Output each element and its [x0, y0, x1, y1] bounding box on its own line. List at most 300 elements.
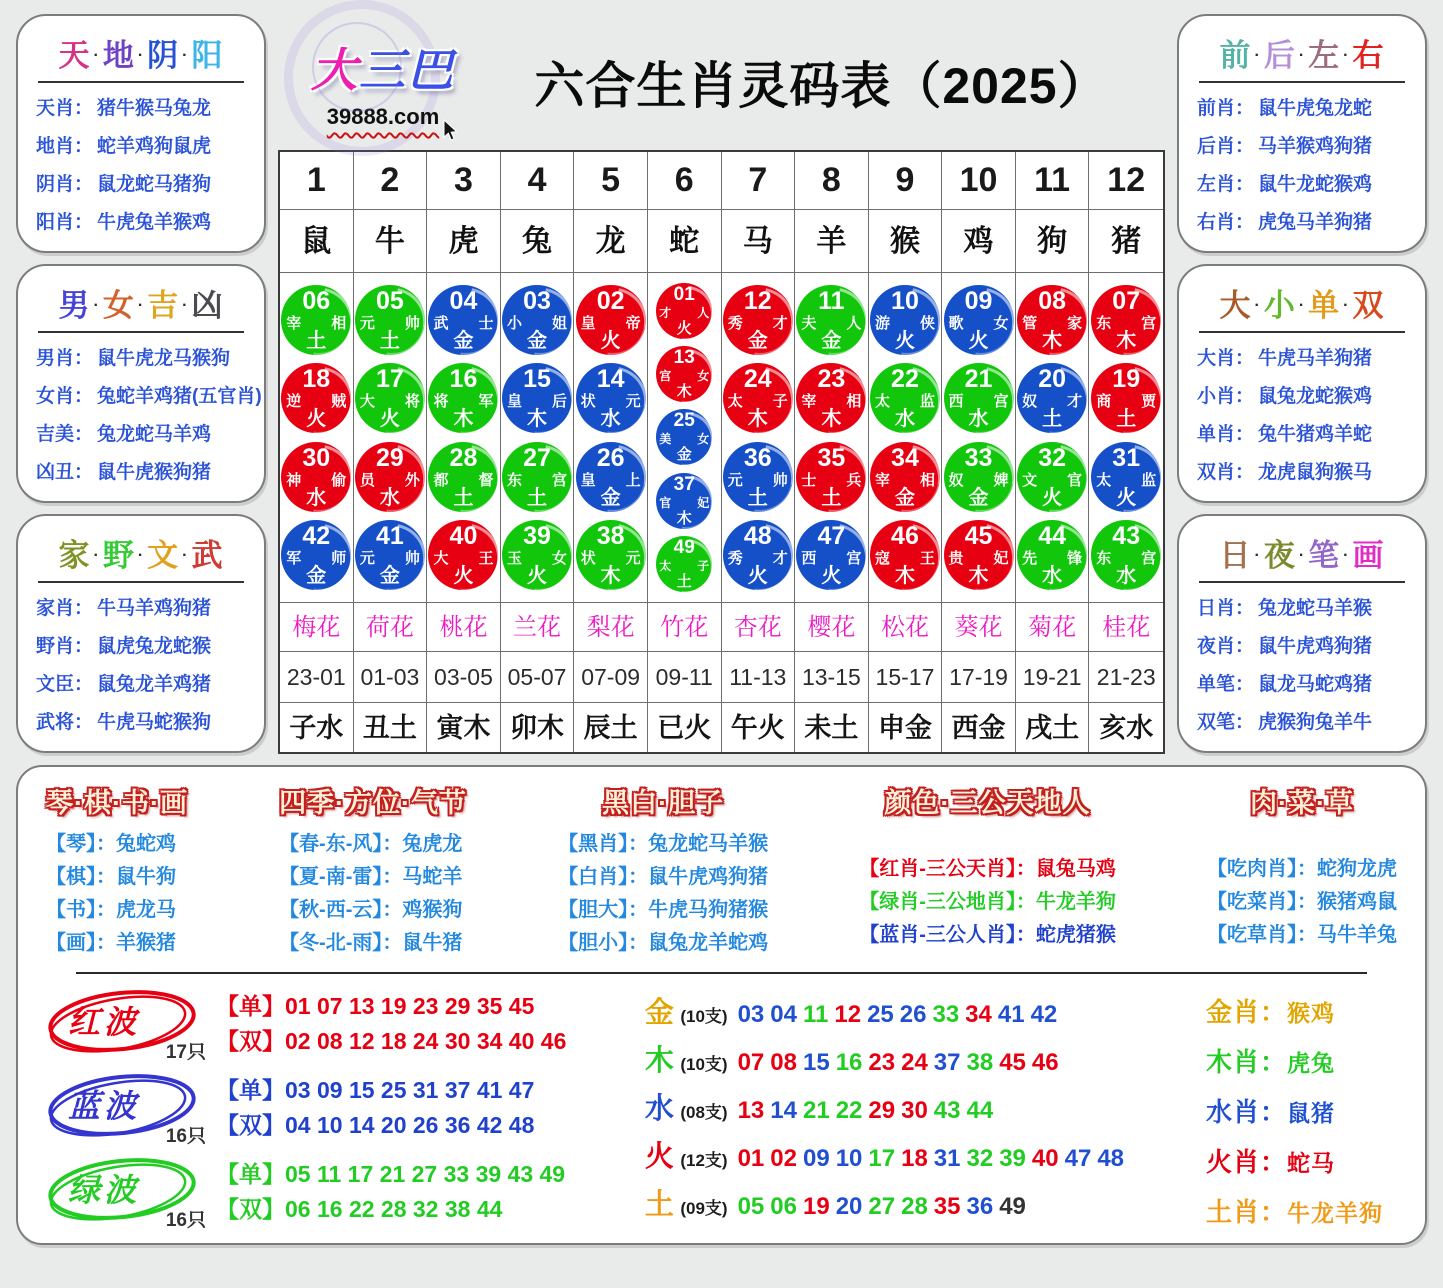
- group-line: [1207, 919, 1397, 952]
- ball-element: 土: [676, 572, 692, 590]
- element-number: 25: [867, 1001, 894, 1028]
- group-line-value: 蛇虎猪猴: [1035, 924, 1116, 946]
- dot-separator-icon: ·: [93, 297, 100, 314]
- ball-element: 金: [894, 486, 915, 509]
- ball-number: 13: [673, 347, 695, 369]
- column-number-row: [280, 152, 1163, 209]
- header: [278, 14, 1165, 150]
- panel-row-label: 文臣：: [36, 674, 94, 695]
- ball-title-right: 王: [478, 550, 494, 568]
- group-line-value: 鼠兔马鸡: [1035, 858, 1116, 880]
- element-number: 37: [933, 1049, 961, 1076]
- earthly-branch-cell: 辰土: [574, 702, 648, 752]
- ball-title-left: 才: [659, 306, 672, 321]
- group-line-label: 【夏-南-雷】：: [279, 866, 403, 888]
- ball-title-right: 监: [1141, 471, 1157, 489]
- ball-title-right: 锋: [1067, 550, 1083, 568]
- earthly-branch-cell: 西金: [942, 702, 1016, 752]
- flower-cell: 梅花: [280, 602, 354, 651]
- earthly-branch-cell: 戌土: [1016, 702, 1090, 752]
- balls-row: [280, 272, 1163, 602]
- element-number: 17: [868, 1145, 896, 1172]
- element-row: [642, 1134, 1130, 1175]
- ball-title-right: 妃: [993, 550, 1009, 568]
- ball-title-right: 才: [1067, 393, 1083, 411]
- wave-even-numbers: 【双】02 08 12 18 24 30 34 40 46: [216, 1028, 567, 1054]
- number-ball: [656, 346, 712, 402]
- wave-name: 红波: [68, 1004, 141, 1040]
- panel-row-value: 鼠牛虎猴狗猪: [97, 462, 212, 483]
- number-ball: [502, 363, 572, 433]
- category-groups-row: [46, 781, 1397, 960]
- ball-title-right: 宫: [846, 550, 862, 568]
- time-range-cell: 19-21: [1016, 651, 1090, 702]
- flower-row: [280, 602, 1163, 651]
- ball-title-left: 都: [433, 471, 449, 489]
- panel-row-label: 野肖：: [36, 636, 94, 657]
- wave-odd-numbers: 【单】05 11 17 21 27 33 39 43 49: [216, 1161, 566, 1187]
- element-number: 08: [770, 1049, 797, 1076]
- panel-title-char: 家: [58, 538, 91, 573]
- ball-number: 38: [596, 522, 625, 551]
- element-number: 32: [966, 1145, 994, 1172]
- wave-name: 蓝波: [68, 1088, 141, 1124]
- wave-row: [46, 1072, 566, 1147]
- group-line-value: 牛龙羊狗: [1035, 891, 1116, 913]
- number-ball: [944, 442, 1014, 512]
- ball-title-left: 皇: [580, 471, 596, 489]
- ball-element: 水: [306, 486, 327, 509]
- zodiac-animal-cell: 鼠: [280, 209, 354, 272]
- panel-title-char: 小: [1263, 288, 1296, 323]
- earthly-branch-cell: 已火: [648, 702, 722, 752]
- group-line-label: 【绿肖-三公地肖】：: [859, 891, 1036, 913]
- ball-number: 41: [375, 522, 404, 551]
- element-number: 33: [932, 1001, 960, 1028]
- ball-element: 水: [1116, 565, 1137, 588]
- element-zodiac-value: 牛龙羊狗: [1287, 1200, 1383, 1226]
- element-row: [642, 1038, 1130, 1079]
- ball-element: 火: [747, 565, 768, 588]
- element-number: 14: [770, 1097, 797, 1124]
- ball-title-right: 子: [697, 558, 710, 573]
- ball-title-left: 宰: [286, 314, 302, 332]
- info-group: [859, 781, 1116, 952]
- ball-element: 土: [821, 486, 842, 509]
- group-line-value: 兔龙蛇马羊猴: [648, 833, 769, 855]
- element-number: 40: [1031, 1145, 1059, 1172]
- ball-element: 水: [379, 486, 400, 509]
- ball-column: [354, 272, 428, 602]
- column-number-cell: 11: [1016, 152, 1090, 209]
- element-row: [642, 990, 1130, 1031]
- panel-row-label: 日肖：: [1197, 598, 1255, 619]
- panel-title-char: 双: [1352, 288, 1385, 323]
- ball-element: 木: [676, 383, 692, 401]
- panel-title-char: 凶: [191, 288, 224, 323]
- panel-title-da-xiao-dan-shuang: [1179, 276, 1425, 327]
- earthly-branch-cell: 未土: [795, 702, 869, 752]
- time-range-cell: 17-19: [942, 651, 1016, 702]
- element-number: 31: [933, 1145, 961, 1172]
- wave-row: [46, 1156, 566, 1231]
- ball-element: 木: [527, 408, 548, 431]
- ball-number: 20: [1038, 365, 1067, 394]
- ball-element: 水: [968, 408, 989, 431]
- element-zodiac-row: [1206, 1142, 1383, 1179]
- element-name: 火: [644, 1141, 674, 1173]
- element-zodiac-row: [1206, 1042, 1383, 1079]
- divider-line: [76, 972, 1367, 974]
- number-ball: [796, 285, 866, 355]
- number-ball: [576, 442, 646, 512]
- ball-element: 土: [747, 486, 768, 509]
- panel-row: [18, 704, 264, 742]
- element-row: [642, 1086, 1130, 1127]
- ball-title-left: 军: [286, 550, 302, 568]
- zodiac-animal-cell: 牛: [354, 209, 428, 272]
- element-row: [642, 1182, 1130, 1223]
- ball-element: 土: [527, 486, 548, 509]
- panel-title-char: 左: [1308, 38, 1341, 73]
- ball-title-right: 宫: [1141, 314, 1157, 332]
- panel-row-label: 夜肖：: [1197, 636, 1255, 657]
- panel-row: [1179, 416, 1425, 454]
- column-number-cell: 2: [354, 152, 428, 209]
- info-panel-nan-nv-ji-xiong: [16, 264, 266, 503]
- ball-title-right: 帝: [625, 314, 641, 332]
- time-range-cell: 23-01: [280, 651, 354, 702]
- ball-title-right: 帅: [404, 550, 420, 568]
- ball-title-left: 员: [359, 471, 375, 489]
- ball-title-right: 相: [919, 471, 935, 489]
- element-number: 41: [997, 1001, 1025, 1028]
- site-logo[interactable]: [278, 34, 488, 130]
- number-ball: [502, 520, 572, 590]
- earthly-branch-cell: 卯木: [501, 702, 575, 752]
- ball-number: 21: [964, 365, 993, 394]
- ball-title-right: 才: [772, 550, 788, 568]
- ball-title-left: 宰: [801, 393, 817, 411]
- ball-number: 11: [818, 286, 845, 315]
- ball-element: 火: [676, 320, 692, 338]
- column-number-cell: 1: [280, 152, 354, 209]
- ball-title-left: 皇: [580, 314, 596, 332]
- element-number: 24: [901, 1049, 928, 1076]
- element-zodiac-label: 金肖：: [1205, 997, 1287, 1027]
- zodiac-animal-cell: 羊: [795, 209, 869, 272]
- group-line-value: 羊猴猪: [116, 932, 176, 954]
- element-number: 47: [1064, 1145, 1092, 1172]
- group-line-label: 【冬-北-雨】：: [279, 932, 403, 954]
- group-line: [558, 894, 768, 927]
- dot-separator-icon: ·: [1298, 297, 1306, 314]
- panel-row-label: 双笔：: [1197, 712, 1255, 733]
- ball-title-right: 宫: [552, 471, 568, 489]
- group-title: 四季·方位·气节: [279, 788, 468, 818]
- ball-element: 木: [821, 408, 842, 431]
- ball-element: 土: [1042, 408, 1063, 431]
- ball-number: 44: [1038, 522, 1067, 551]
- panel-row: [18, 128, 264, 166]
- number-ball: [796, 363, 866, 433]
- logo-site-url[interactable]: 39888.com: [326, 104, 440, 129]
- ball-title-right: 将: [404, 393, 420, 411]
- panel-title-char: 阳: [191, 38, 224, 73]
- number-ball: [870, 363, 940, 433]
- wave-count: 17只: [165, 1042, 206, 1063]
- panel-row-label: 吉美：: [36, 424, 94, 445]
- number-ball: [355, 520, 425, 590]
- group-line-value: 鼠牛虎鸡狗猪: [648, 866, 769, 888]
- panel-row-value: 兔牛猪鸡羊蛇: [1258, 424, 1373, 445]
- ball-element: 土: [306, 329, 327, 352]
- ball-element: 金: [379, 565, 400, 588]
- panel-row-label: 前肖：: [1197, 98, 1255, 119]
- ball-title-left: 东: [1096, 314, 1112, 332]
- ball-number: 39: [523, 522, 551, 551]
- ball-number: 42: [302, 522, 331, 551]
- dot-separator-icon: ·: [137, 297, 145, 314]
- number-ball: [1091, 285, 1161, 355]
- group-line: [859, 886, 1116, 919]
- info-panel-jia-ye-wen-wu: [16, 514, 266, 753]
- zodiac-animal-cell: 猴: [869, 209, 943, 272]
- element-zodiac-value: 猴鸡: [1287, 1000, 1335, 1026]
- earthly-branch-row: [280, 702, 1163, 752]
- panel-title-char: 夜: [1263, 538, 1296, 573]
- ball-number: 18: [302, 365, 331, 394]
- element-number: 35: [933, 1193, 961, 1220]
- panel-row-label: 凶丑：: [36, 462, 94, 483]
- info-panel-ri-ye-bi-hua: [1177, 514, 1427, 753]
- ball-title-right: 督: [478, 471, 494, 489]
- five-elements-block: [642, 990, 1130, 1223]
- number-ball: [944, 363, 1014, 433]
- number-ball: [576, 363, 646, 433]
- element-number: 04: [770, 1001, 797, 1028]
- zodiac-animal-cell: 龙: [574, 209, 648, 272]
- panel-row-value: 牛虎马羊狗猪: [1258, 348, 1373, 369]
- group-line-label: 【白肖】：: [558, 866, 649, 888]
- ball-number: 36: [743, 443, 772, 472]
- zodiac-animal-cell: 兔: [501, 209, 575, 272]
- panel-row-value: 牛马羊鸡狗猪: [97, 598, 212, 619]
- ball-title-left: 东: [1096, 550, 1112, 568]
- ball-title-left: 西: [948, 393, 964, 411]
- ball-title-left: 将: [433, 393, 449, 411]
- element-name: 水: [644, 1093, 674, 1125]
- panel-row-value: 兔龙蛇马羊鸡: [97, 424, 212, 445]
- element-number: 29: [868, 1097, 896, 1124]
- number-ball: [944, 520, 1014, 590]
- flower-cell: 荷花: [354, 602, 428, 651]
- number-ball: [656, 473, 712, 529]
- group-line-label: 【胆大】：: [558, 899, 649, 921]
- panel-title-underline: [1199, 81, 1405, 83]
- ball-title-left: 秀: [727, 550, 743, 568]
- ball-title-right: 女: [697, 432, 710, 447]
- group-line-value: 马牛羊兔: [1316, 924, 1397, 946]
- element-number: 26: [899, 1001, 927, 1028]
- ball-title-right: 女: [993, 314, 1009, 332]
- element-zodiac-block: [1206, 992, 1397, 1229]
- number-ball: [502, 285, 572, 355]
- ball-title-right: 姐: [552, 314, 568, 332]
- column-number-cell: 3: [427, 152, 501, 209]
- ball-column: [648, 272, 722, 602]
- group-line-label: 【吃肉肖】：: [1206, 858, 1317, 880]
- element-zodiac-label: 土肖：: [1205, 1197, 1287, 1227]
- ball-title-right: 妃: [697, 495, 710, 510]
- ball-number: 34: [891, 443, 919, 472]
- ball-title-right: 女: [697, 369, 710, 384]
- ball-title-right: 帅: [772, 471, 788, 489]
- panel-row-value: 鼠牛虎兔龙蛇: [1258, 98, 1373, 119]
- ball-title-left: 太: [659, 558, 672, 573]
- panel-row: [18, 204, 264, 242]
- ball-number: 37: [673, 473, 695, 495]
- ball-element: 金: [747, 329, 768, 352]
- ball-number: 25: [673, 410, 695, 432]
- ball-element: 火: [1116, 486, 1137, 509]
- number-ball: [870, 442, 940, 512]
- panel-row-value: 鼠兔龙蛇猴鸡: [1258, 386, 1373, 407]
- group-line-value: 牛虎马狗猪猴: [648, 899, 769, 921]
- ball-title-left: 贵: [948, 550, 964, 568]
- element-number: 27: [868, 1193, 896, 1220]
- ball-number: 28: [449, 443, 478, 472]
- flower-cell: 杏花: [722, 602, 796, 651]
- ball-title-left: 太: [874, 393, 890, 411]
- info-panel-da-xiao-dan-shuang: [1177, 264, 1427, 503]
- panel-title-char: 文: [147, 538, 180, 573]
- number-ball: [428, 363, 498, 433]
- time-range-cell: 13-15: [795, 651, 869, 702]
- element-number: 18: [901, 1145, 928, 1172]
- ball-column: [869, 272, 943, 602]
- panel-row: [1179, 340, 1425, 378]
- group-line: [859, 919, 1116, 952]
- ball-column: [574, 272, 648, 602]
- flower-cell: 桃花: [427, 602, 501, 651]
- ball-element: 金: [676, 446, 692, 464]
- group-title: 琴·棋·书·画: [46, 788, 188, 818]
- element-number: 05: [737, 1193, 765, 1220]
- group-line-value: 兔虎龙: [402, 833, 463, 855]
- ball-title-left: 官: [659, 495, 672, 510]
- info-panel-tian-di-yin-yang: [16, 14, 266, 253]
- group-line: [279, 861, 467, 894]
- element-number: 45: [999, 1049, 1026, 1076]
- ball-number: 16: [449, 365, 478, 394]
- element-count: (10支): [680, 1007, 728, 1026]
- group-line-value: 鼠牛狗: [116, 866, 176, 888]
- panel-title-underline: [1199, 581, 1405, 583]
- panel-title-underline: [38, 81, 244, 83]
- column-number-cell: 10: [942, 152, 1016, 209]
- ball-title-right: 王: [919, 550, 935, 568]
- number-ball: [281, 285, 351, 355]
- element-number: 44: [966, 1097, 994, 1124]
- dot-separator-icon: ·: [1254, 47, 1261, 64]
- panel-row-label: 阴肖：: [36, 174, 94, 195]
- ball-column: [1016, 272, 1090, 602]
- dot-separator-icon: ·: [93, 547, 100, 564]
- ball-element: 火: [306, 408, 327, 431]
- panel-row-value: 鼠龙马蛇鸡猪: [1258, 674, 1373, 695]
- right-panel-column: [1177, 14, 1427, 754]
- element-number: 03: [737, 1001, 765, 1028]
- ball-title-left: 商: [1096, 393, 1112, 411]
- panel-row: [18, 590, 264, 628]
- panel-row-label: 男肖：: [36, 348, 94, 369]
- ball-element: 火: [527, 565, 548, 588]
- panel-row-value: 鼠牛龙蛇猴鸡: [1258, 174, 1373, 195]
- ball-title-left: 小: [507, 314, 523, 332]
- panel-row-value: 龙虎鼠狗猴马: [1258, 462, 1373, 483]
- panel-title-char: 日: [1219, 538, 1252, 573]
- time-range-cell: 15-17: [869, 651, 943, 702]
- element-number: 34: [965, 1001, 992, 1028]
- ball-title-left: 游: [874, 314, 890, 332]
- group-line-value: 虎龙马: [116, 899, 176, 921]
- ball-title-left: 状: [580, 550, 596, 568]
- ball-number: 49: [673, 536, 695, 558]
- ball-title-left: 神: [286, 471, 302, 489]
- panel-row: [18, 90, 264, 128]
- ball-number: 30: [302, 443, 331, 472]
- group-line: [1207, 853, 1397, 886]
- flower-cell: 竹花: [648, 602, 722, 651]
- ball-title-left: 管: [1022, 314, 1038, 332]
- zodiac-animal-cell: 猪: [1089, 209, 1163, 272]
- ball-number: 27: [523, 443, 551, 472]
- ball-element: 金: [600, 486, 621, 509]
- panel-row-label: 小肖：: [1197, 386, 1255, 407]
- ball-number: 47: [817, 522, 846, 551]
- ball-title-left: 歌: [948, 314, 964, 332]
- ball-title-left: 西: [801, 550, 817, 568]
- group-line-value: 兔蛇鸡: [116, 833, 176, 855]
- ball-element: 火: [821, 565, 842, 588]
- ball-title-right: 女: [552, 550, 568, 568]
- zodiac-animal-row: [280, 209, 1163, 272]
- number-ball: [1091, 363, 1161, 433]
- panel-title-nan-nv-ji-xiong: [18, 276, 264, 327]
- time-range-cell: 09-11: [648, 651, 722, 702]
- ball-number: 26: [596, 443, 625, 472]
- ball-element: 火: [894, 329, 915, 352]
- panel-row: [1179, 90, 1425, 128]
- element-number: 06: [770, 1193, 797, 1220]
- element-name: 木: [644, 1045, 674, 1077]
- ball-title-right: 监: [919, 393, 935, 411]
- ball-number: 03: [523, 286, 551, 315]
- number-ball: [355, 285, 425, 355]
- panel-row-label: 女肖：: [36, 386, 94, 407]
- color-waves-block: [46, 988, 567, 1231]
- ball-title-right: 才: [772, 314, 788, 332]
- time-range-cell: 07-09: [574, 651, 648, 702]
- ball-title-right: 宫: [1141, 550, 1157, 568]
- ball-title-right: 相: [846, 393, 862, 411]
- logo-brand-char: 巴: [407, 44, 455, 96]
- element-count: (12支): [680, 1151, 728, 1170]
- number-ball: [428, 285, 498, 355]
- element-number: 39: [999, 1145, 1026, 1172]
- group-line: [46, 927, 188, 960]
